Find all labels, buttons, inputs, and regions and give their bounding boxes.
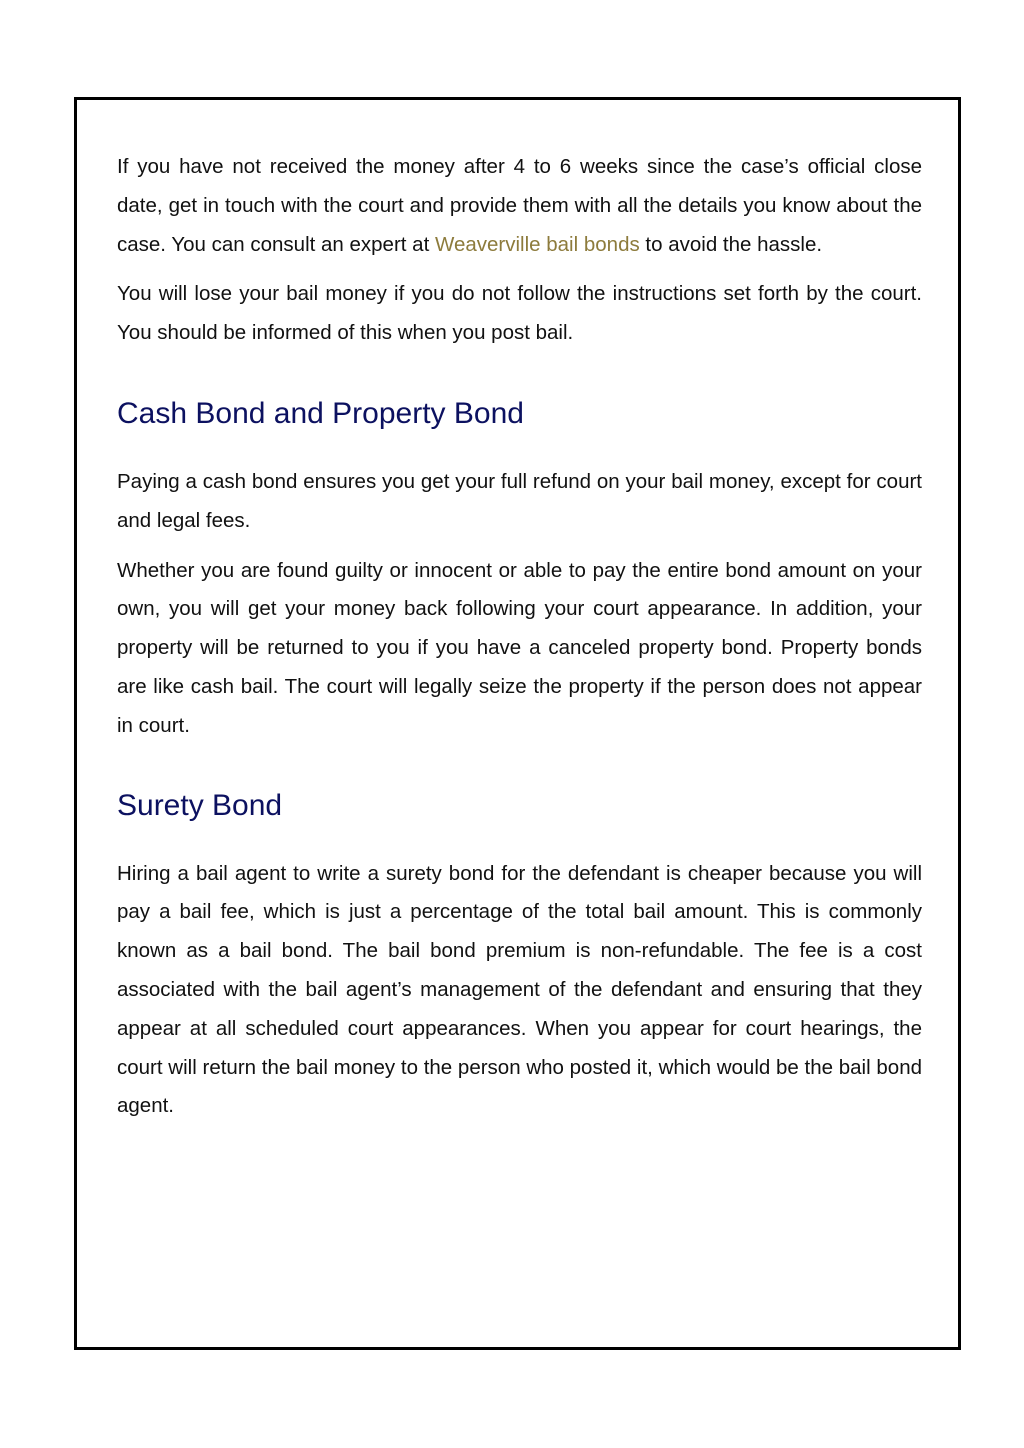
- page-border: [74, 97, 961, 1350]
- paragraph-property-bond: Whether you are found guilty or innocent or able to pay the entire bond amount on your own, you will get your money back following your court appearance. In addition, your property will be returned to you if you have a canceled property bond. Property bonds are like cash bail. The court will legally seize the property if the person does not appear in court.: [117, 558, 922, 737]
- document-body: [117, 148, 922, 1137]
- paragraph-text: to avoid the hassle.: [639, 232, 823, 256]
- paragraph-lose-bail: You will lose your bail money if you do not follow the instructions set forth by the court. You should be informed of this when you post bail.: [117, 282, 922, 345]
- paragraph-text: If you have not received the money after 4 to 6 weeks since the case’s official close date, get in touch with the court and provide them with all the details you know about the case. You can consult an expert at: [117, 155, 922, 256]
- heading-surety-bond: Surety Bond: [117, 788, 283, 822]
- paragraph-refund-timing: [117, 148, 922, 264]
- weaverville-bail-bonds-link[interactable]: Weaverville bail bonds: [434, 232, 640, 256]
- heading-cash-property-bond: Cash Bond and Property Bond: [117, 396, 524, 430]
- paragraph-cash-bond: Paying a cash bond ensures you get your full refund on your bail money, except for court and legal fees.: [117, 469, 922, 532]
- paragraph-surety-bond: Hiring a bail agent to write a surety bond for the defendant is cheaper because you will pay a bail fee, which is just a percentage of the total bail amount. This is commonly known as a bail bond. The bail bond premium is non-refundable. The fee is a cost associated with the bail agent’s management of the defendant and ensuring that they appear at all scheduled court appearances. When you appear for court hearings, the court will return the bail money to the person who posted it, which would be the bail bond agent.: [117, 861, 922, 1118]
